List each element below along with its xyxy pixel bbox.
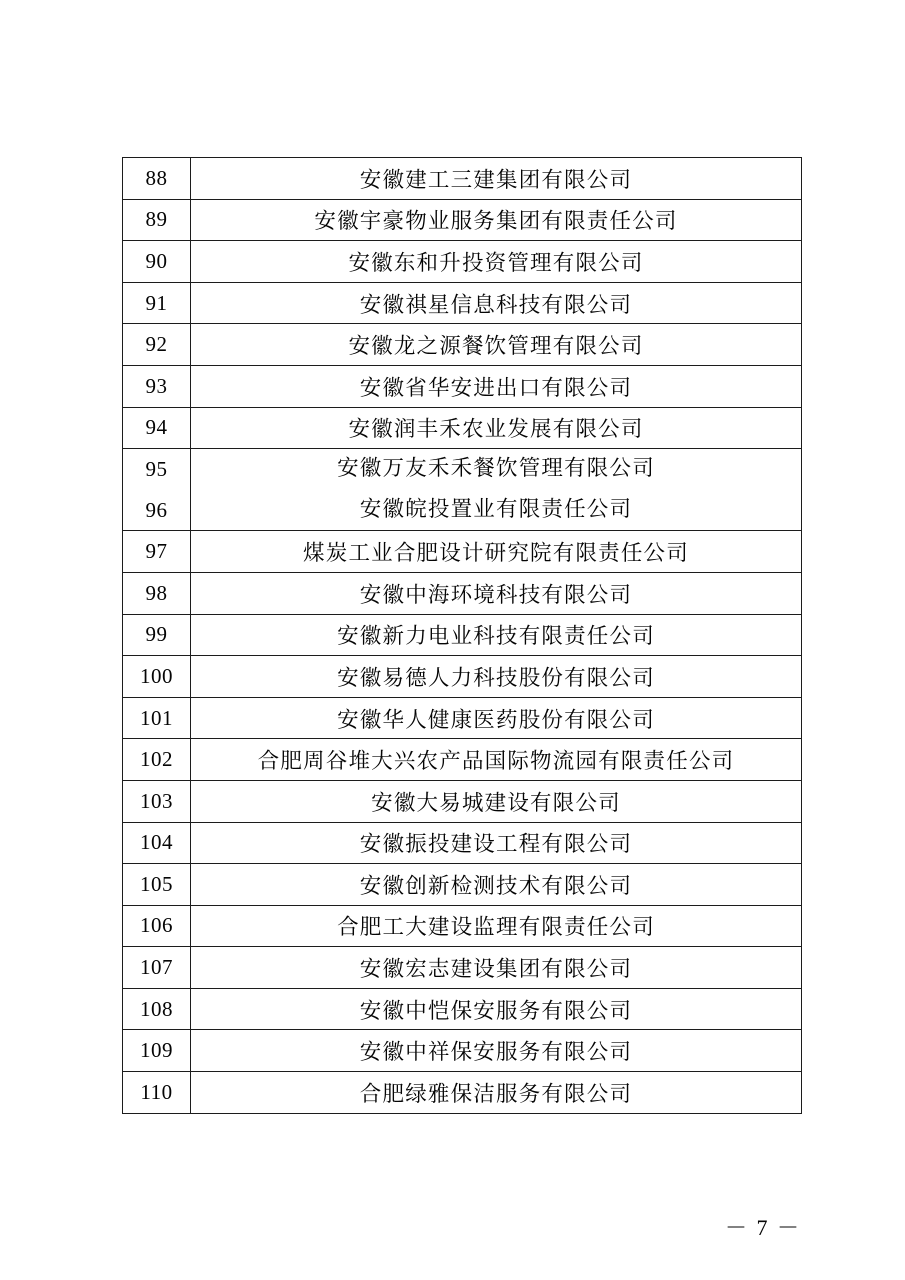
row-company-name: 安徽易德人力科技股份有限公司 [191,656,802,698]
row-index: 98 [123,572,191,614]
row-index: 104 [123,822,191,864]
row-company-name: 安徽中祥保安服务有限公司 [191,1030,802,1072]
row-company-name: 煤炭工业合肥设计研究院有限责任公司 [191,531,802,573]
row-index: 107 [123,947,191,989]
row-index: 100 [123,656,191,698]
table-row [123,407,802,449]
row-index: 103 [123,780,191,822]
row-company-name: 安徽创新检测技术有限公司 [191,864,802,906]
table-body [123,158,802,1114]
table-row [123,822,802,864]
table-row [123,697,802,739]
row-company-name: 安徽大易城建设有限公司 [191,780,802,822]
row-index: 95 [145,457,168,482]
table-row [123,905,802,947]
page-number: － 7 － [724,1215,801,1240]
table-row-merged-pair [123,449,802,531]
row-index: 110 [123,1072,191,1114]
table-row [123,282,802,324]
row-index: 91 [123,282,191,324]
row-index: 96 [145,497,168,522]
row-index: 99 [123,614,191,656]
row-company-name: 安徽省华安进出口有限公司 [191,365,802,407]
row-company-name: 安徽中恺保安服务有限公司 [191,988,802,1030]
table-row [123,739,802,781]
row-index: 101 [123,697,191,739]
row-index: 93 [123,365,191,407]
row-company-name: 安徽新力电业科技有限责任公司 [191,614,802,656]
row-index: 108 [123,988,191,1030]
table-row [123,614,802,656]
table-row [123,864,802,906]
table-row [123,947,802,989]
table-row [123,988,802,1030]
row-company-name: 合肥工大建设监理有限责任公司 [191,905,802,947]
table-row [123,531,802,573]
row-company-name: 安徽中海环境科技有限公司 [191,572,802,614]
row-index: 97 [123,531,191,573]
table-row [123,572,802,614]
row-index: 105 [123,864,191,906]
row-index: 94 [123,407,191,449]
table-row [123,656,802,698]
row-index: 106 [123,905,191,947]
row-index: 89 [123,199,191,241]
row-index: 92 [123,324,191,366]
row-company-name: 合肥周谷堆大兴农产品国际物流园有限责任公司 [191,739,802,781]
table-row [123,1072,802,1114]
table-row [123,241,802,283]
row-company-name: 安徽祺星信息科技有限公司 [191,282,802,324]
row-company-name: 安徽华人健康医药股份有限公司 [191,697,802,739]
row-company-name: 安徽建工三建集团有限公司 [191,158,802,200]
table-row [123,324,802,366]
row-index: 102 [123,739,191,781]
row-company-name: 安徽皖投置业有限责任公司 [359,496,633,522]
row-company-name: 合肥绿雅保洁服务有限公司 [191,1072,802,1114]
row-company-name: 安徽龙之源餐饮管理有限公司 [191,324,802,366]
table-row [123,1030,802,1072]
row-index-pair [123,449,191,531]
company-list-table [122,157,802,1114]
row-company-name-pair [191,449,802,531]
row-index: 88 [123,158,191,200]
row-index: 90 [123,241,191,283]
table-row [123,158,802,200]
table-row [123,199,802,241]
row-index: 109 [123,1030,191,1072]
row-company-name: 安徽润丰禾农业发展有限公司 [191,407,802,449]
row-company-name: 安徽万友禾禾餐饮管理有限公司 [337,456,655,482]
row-company-name: 安徽东和升投资管理有限公司 [191,241,802,283]
row-company-name: 安徽宇豪物业服务集团有限责任公司 [191,199,802,241]
row-company-name: 安徽宏志建设集团有限公司 [191,947,802,989]
row-company-name: 安徽振投建设工程有限公司 [191,822,802,864]
table-row [123,365,802,407]
table-row [123,780,802,822]
